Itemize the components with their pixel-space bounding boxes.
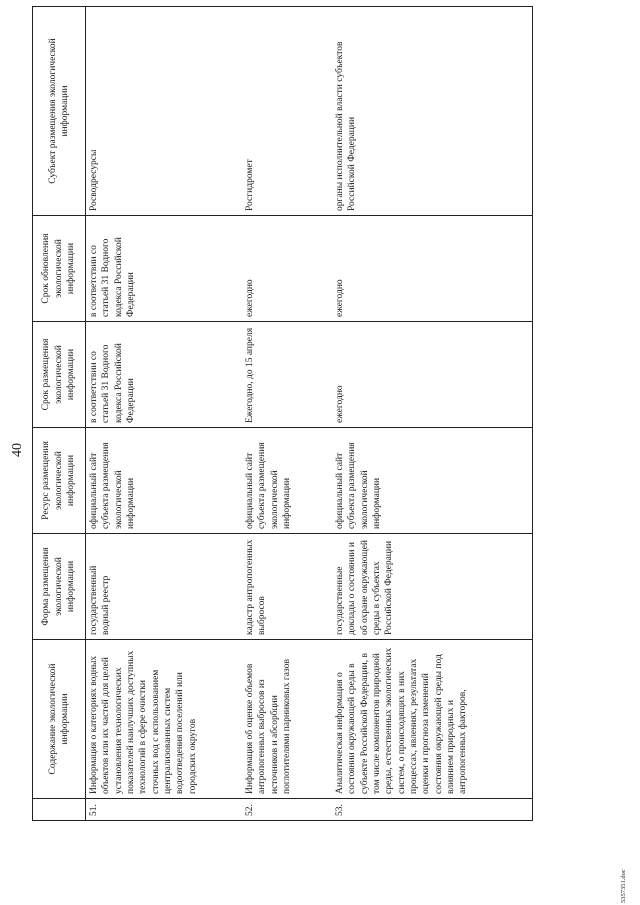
row-number: 53. [332,799,533,821]
row-resource: официальный сайт субъекта размещения экологической информации [332,428,533,534]
page-number: 40 [10,443,25,457]
environmental-info-table [32,6,533,821]
header-update-term: Срок обновления экологической информации [33,216,86,322]
row-update-term: в соответствии со статьей 31 Водного кодекса Российской Федерации [86,216,243,322]
table-header-row [33,7,86,821]
table-row [332,7,533,821]
row-subject: Росгидромет [242,7,332,216]
row-form: государственные доклады о состоянии и об охране окружающей среды в субъектах Российской Федерации [332,534,533,640]
row-number: 52. [242,799,332,821]
row-update-term: ежегодно [332,216,533,322]
row-placement-term: ежегодно [332,322,533,428]
header-number [33,799,86,821]
row-subject: органы исполнительной власти субъектов Российской Федерации [332,7,533,216]
row-placement-term: в соответствии со статьей 31 Водного кодекса Российской Федерации [86,322,243,428]
row-number: 51. [86,799,243,821]
header-subject: Субъект размещения экологической информации [33,7,86,216]
header-content: Содержание экологической информации [33,640,86,799]
row-form: государственный водный реестр [86,534,243,640]
header-form: Форма размещения экологической информации [33,534,86,640]
row-content: Информация об оценке объемов антропогенных выбросов из источников и абсорбции поглотителями парниковых газов [242,640,332,799]
row-update-term: ежегодно [242,216,332,322]
document-code: 5357351.doc [620,869,627,903]
header-placement-term: Срок размещения экологической информации [33,322,86,428]
row-resource: официальный сайт субъекта размещения экологической информации [242,428,332,534]
header-resource: Ресурс размещения экологической информации [33,428,86,534]
row-resource: официальный сайт субъекта размещения экологической информации [86,428,243,534]
row-content: Аналитическая информация о состоянии окружающей среды в субъекте Российской Федерации, в том числе компонентов природной среды, естественных экологических систем, о происходящих в них процессах, явлениях, результатах оценки и прогноза изменений состояния окружающей среды под влиянием природных и антропогенных факторов, [332,640,533,799]
table-row [242,7,332,821]
table-row [86,7,243,821]
row-placement-term: Ежегодно, до 15 апреля [242,322,332,428]
row-content: Информация о категориях водных объектов или их частей для целей установления технологических показателей наилучших доступных технологий в сфере очистки сточных вод с использованием централизованных систем водоотведения поселений или городских округов [86,640,243,799]
row-form: кадастр антропогенных выбросов [242,534,332,640]
row-subject: Росводресурсы [86,7,243,216]
